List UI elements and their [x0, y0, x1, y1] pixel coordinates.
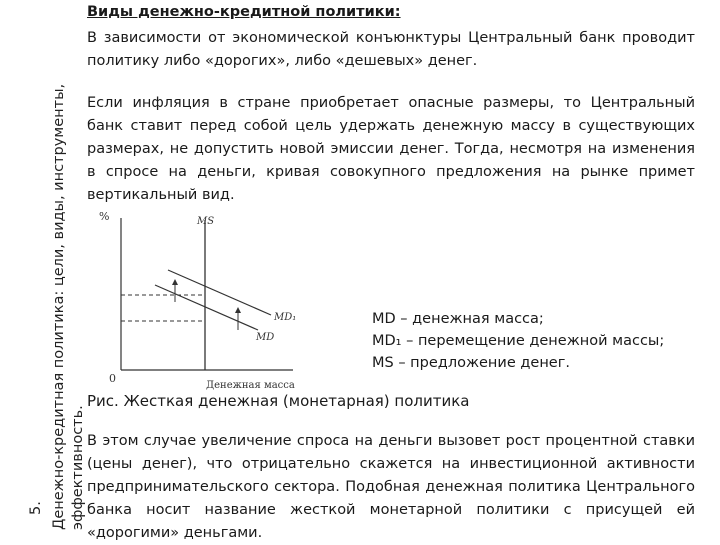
paragraph-intro: В зависимости от экономической конъюнктуры Центральный банк проводит политику либо «дорогих», либо «дешевых» денег.	[87, 30, 695, 69]
heading: Виды денежно-кредитной политики:	[87, 4, 401, 20]
md-label: MD	[256, 332, 275, 343]
money-market-diagram	[93, 210, 297, 391]
slide-number: 5.	[28, 501, 44, 515]
origin-label: 0	[109, 372, 116, 385]
legend-md: MD – денежная масса;	[372, 311, 544, 327]
x-axis-label: Денежная масса	[206, 380, 295, 391]
md1-label: MD₁	[274, 312, 297, 323]
sidebar	[0, 0, 86, 540]
md1-curve	[168, 270, 271, 315]
ms-label: MS	[197, 216, 215, 227]
md-curve	[155, 285, 258, 330]
paragraph-inflation: Если инфляция в стране приобретает опасные размеры, то Центральный банк ставит перед собой цель удержать денежную массу в существующих размерах, не допустить новой эмиссии денег. Тогда, несмотря на изменения в спросе на деньги, кривая совокупного предложения на рынке примет вертикальный вид.	[87, 95, 695, 203]
section-title: Денежно-кредитная политика: цели, виды, инструменты, эффективность.	[51, 83, 86, 530]
legend	[372, 308, 664, 374]
legend-md1: MD₁ – перемещение денежной массы;	[372, 333, 665, 349]
y-axis-label: %	[99, 210, 110, 223]
figure-caption: Рис. Жесткая денежная (монетарная) политика	[87, 392, 470, 410]
legend-ms: MS – предложение денег.	[372, 355, 570, 371]
paragraph-conclusion: В этом случае увеличение спроса на деньги вызовет рост процентной ставки (цены денег), что отрицательно скажется на инвестиционной активности предпринимательского сектора. Подобная денежная политика Центрального банка носит название жесткой монетарной политики с присущей ей «дорогими» деньгами.	[87, 433, 695, 541]
